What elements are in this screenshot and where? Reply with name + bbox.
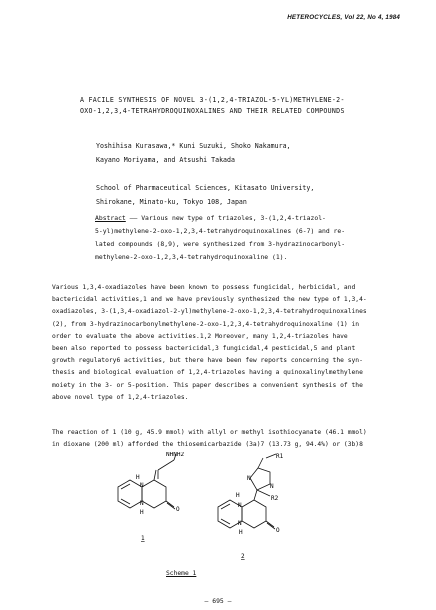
affiliation-line-1: School of Pharmaceutical Sciences, Kitasato University, — [96, 184, 315, 192]
body-line: been also reported to possess bactericidal,3 fungicidal,4 pesticidal,5 and plant — [52, 345, 356, 353]
body-line: (2), from 3-hydrazinocarbonylmethylene-2-oxo-1,2,3,4-tetrahydroquinoxaline (1) in — [52, 320, 360, 328]
page-number: — 695 — — [204, 597, 232, 605]
n-atom: N — [270, 483, 274, 490]
body-line: above novel type of 1,2,4-triazoles. — [52, 393, 189, 401]
n-atom: N — [140, 500, 144, 507]
o-atom: O — [276, 527, 280, 534]
body-paragraph-2 — [52, 427, 392, 451]
body-line: Various 1,3,4-oxadiazoles have been known to possess fungicidal, herbicidal, and — [52, 284, 356, 291]
scheme-1-structures — [100, 452, 340, 582]
body-line: The reaction of 1 (10 g, 45.9 mmol) with allyl or methyl isothiocyanate (46.1 mmol) — [52, 429, 367, 436]
article-title — [80, 95, 380, 117]
affiliation — [96, 181, 314, 209]
structure-2 — [218, 454, 276, 529]
r1-label: R1 — [276, 453, 284, 460]
n-atom: N — [140, 482, 144, 489]
n-atom: N — [247, 475, 251, 482]
affiliation-line-2: Shirokane, Minato-ku, Tokyo 108, Japan — [96, 198, 247, 206]
body-line: bactericidal activities,1 and we have previously synthesized the new type of 1,3,4- — [52, 296, 367, 304]
r2-label: R2 — [271, 495, 279, 502]
h-atom: H — [236, 492, 240, 499]
author-line-1: Yoshihisa Kurasawa,* Kuni Suzuki, Shoko Nakamura, — [96, 142, 291, 150]
o-atom: O — [176, 506, 180, 513]
body-line: moiety in the 3- or 5-position. This paper describes a convenient synthesis of the — [52, 381, 363, 389]
abstract-line-1: Various new type of triazoles, 3-(1,2,4-triazol- — [141, 214, 326, 222]
body-line: thesis and biological evaluation of 1,2,4-triazoles having a quinoxalinylmethylene — [52, 369, 363, 377]
abstract — [95, 212, 385, 264]
n-atom: N — [238, 502, 242, 509]
author-list — [96, 139, 291, 167]
abstract-line-3: lated compounds (8,9), were synthesized from 3-hydrazinocarbonyl- — [95, 240, 346, 248]
compound-2-label: 2 — [241, 553, 245, 560]
compound-1-label: 1 — [141, 535, 145, 542]
h-atom: H — [136, 474, 140, 481]
nhnh2-label: NHNH2 — [166, 452, 185, 458]
body-paragraph-1 — [52, 282, 392, 404]
scheme-label: Scheme 1 — [166, 570, 197, 577]
abstract-dash: —— — [129, 214, 138, 222]
abstract-line-4: methylene-2-oxo-1,2,3,4-tetrahydroquinoxaline (1). — [95, 253, 288, 261]
journal-header: HETEROCYCLES, Vol 22, No 4, 1984 — [287, 14, 400, 21]
title-line-2: OXO-1,2,3,4-TETRAHYDROQUINOXALINES AND THEIR RELATED COMPOUNDS — [80, 107, 345, 115]
body-line: order to evaluate the above activities.1,2 Moreover, many 1,2,4-triazoles have — [52, 332, 348, 340]
body-line: oxadiazoles, 3-(1,3,4-oxadiazol-2-yl)methylene-2-oxo-1,2,3,4-tetrahydroquinoxalines — [52, 308, 367, 316]
body-line: growth regulatory6 activities, but there have been few reports concerning the syn- — [52, 357, 363, 365]
title-line-1: A FACILE SYNTHESIS OF NOVEL 3-(1,2,4-TRIAZOL-5-YL)METHYLENE-2- — [80, 96, 345, 104]
structure-1 — [118, 454, 176, 509]
author-line-2: Kayano Moriyama, and Atsushi Takada — [96, 156, 235, 164]
h-atom: H — [239, 529, 243, 536]
h-atom: H — [140, 509, 144, 516]
abstract-label: Abstract — [95, 214, 126, 222]
body-line: in dioxane (200 ml) afforded the thiosemicarbazide (3a)7 (13.73 g, 94.4%) or (3b)8 — [52, 441, 363, 449]
n-atom: N — [238, 520, 242, 527]
abstract-line-2: 5-yl)methylene-2-oxo-1,2,3,4-tetrahydroquinoxalines (6-7) and re- — [95, 227, 346, 235]
